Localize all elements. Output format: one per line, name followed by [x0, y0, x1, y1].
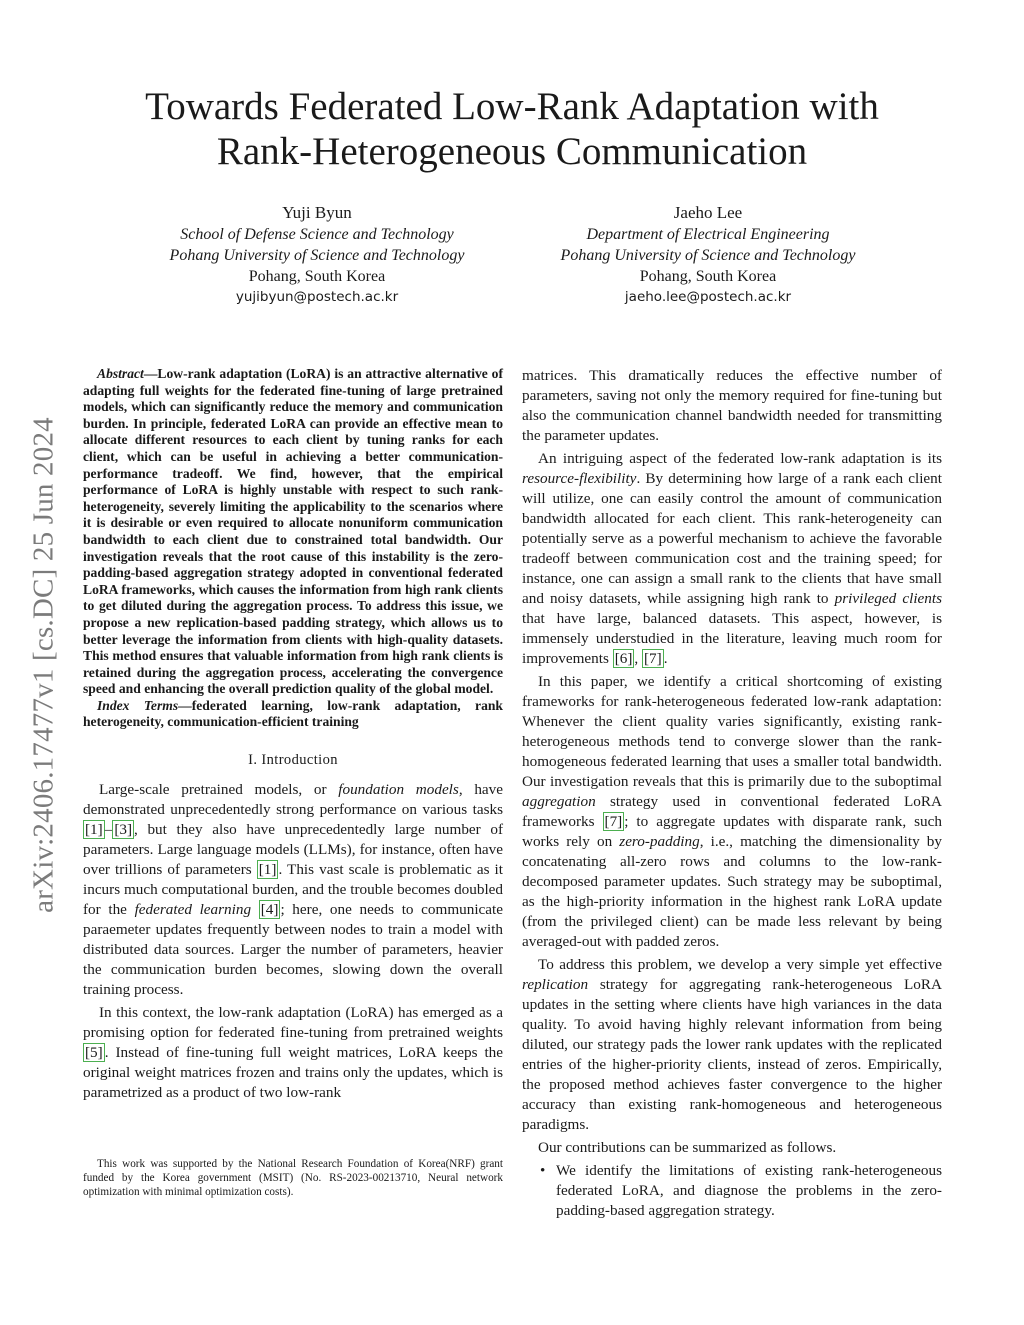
- citation-link[interactable]: [1]: [85, 821, 103, 839]
- text-run: , i.e., matching the dimensionality by concatenating all-zero rows and columns to the low-rank-decomposed parameter updates. Such strategy may be suboptimal, as the high-priority information in the highest rank LoRA update (from the privileged client) can be made less relevant by being averaged-out with padded zeros.: [522, 833, 942, 950]
- text-run: that have large, balanced datasets. This aspect, however, is immensely understudied in the literature, leaving much room for improvements: [522, 610, 942, 667]
- intro-paragraph-2: [83, 1003, 503, 1103]
- text-run: . Instead of fine-tuning full weight matrices, LoRA keeps the original weight matrices frozen and trains only the updates, which is parametrized as a product of two low-rank: [83, 1044, 503, 1102]
- emphasis: privileged clients: [834, 590, 943, 607]
- text-run: In this context, the low-rank adaptation (LoRA) has emerged as a promising option for federated fine-tuning from pretrained weights: [83, 1004, 503, 1042]
- index-terms-text: —federated learning, low-rank adaptation, rank heterogeneity, communication-efficient training: [83, 697, 503, 730]
- section-heading-introduction: I. Introduction: [248, 752, 338, 769]
- author-email: yujibyun@postech.ac.kr: [235, 289, 399, 305]
- author-name: Yuji Byun: [282, 203, 352, 222]
- text-run: Large-scale pretrained models, or: [99, 781, 339, 799]
- citation-link[interactable]: [1]: [258, 861, 277, 879]
- abstract-label: Abstract: [97, 366, 144, 381]
- title-line-1: Towards Federated Low-Rank Adaptation with: [145, 85, 879, 128]
- intro-paragraph-5: [522, 672, 942, 952]
- bullet-icon: •: [540, 1162, 546, 1179]
- list-item: [522, 1161, 942, 1221]
- text-run: strategy for aggregating rank-heterogeneous LoRA updates in the setting where clients have high variances in the data quality. To avoid having highly relevant information from being diluted, our strategy pads the lower rank updates with the replicated entries of the higher-priority clients, instead of zeros. Empirically, the proposed method achieves faster convergence to the higher accuracy than existing rank-homogeneous and heterogeneous paradigms.: [522, 976, 942, 1133]
- author-email: jaeho.lee@postech.ac.kr: [624, 289, 792, 305]
- contributions-list: [522, 1161, 942, 1221]
- text-run: , but they also have unprecedentedly large number of parameters. Large language models (LLMs), for instance, often have over trillions of parameters: [83, 821, 503, 879]
- citation-link[interactable]: [7]: [644, 650, 662, 667]
- author-block-1: [97, 202, 537, 308]
- emphasis: federated learning: [134, 901, 252, 919]
- index-terms: [83, 698, 503, 731]
- author-department: Department of Electrical Engineering: [586, 226, 830, 243]
- right-column: [522, 366, 942, 1221]
- text-run: ; here, one needs to communicate paraemeter updates frequently between nodes to train a model with distributed data sources. Larger the number of parameters, heavier the communication burden becomes, slowing down the overall training process.: [83, 901, 503, 999]
- citation-link[interactable]: [3]: [114, 821, 133, 839]
- title-line-2: Rank-Heterogeneous Communication: [216, 130, 808, 173]
- intro-paragraph-4: [522, 449, 942, 669]
- author-name: Jaeho Lee: [673, 203, 743, 222]
- abstract-text: —Low-rank adaptation (LoRA) is an attractive alternative of adapting full weights for the federated fine-tuning of large pretrained models, which can significantly reduce the memory and communication burden. In principle, federated LoRA can provide an effective mean to allocate different resources to each client by tuning ranks for each client, which can be useful in achieving a better communication-performance tradeoff. We find, however, that the empirical performance of LoRA is highly unstable with respect to such rank-heterogeneity, severely limiting the applicability to the scenarios where it is desirable or even required to allocate nonuniform communication bandwidth to each client due to constrained total bandwidth. Our investigation reveals that the root cause of this instability is the zero-padding-based aggregation strategy adopted in conventional federated LoRA frameworks, which causes the information from high rank clients to get diluted during the aggregation process. To address this issue, we propose a new replication-based padding strategy, which allows us to better leverage the information from clients with high-quality datasets. This method ensures that valuable information from high rank clients is retained during the aggregation process, accelerating the convergence speed and enhancing the overall prediction quality of the global model.: [83, 366, 503, 697]
- text-run: To address this problem, we develop a very simple yet effective: [538, 956, 942, 973]
- intro-paragraph-7: Our contributions can be summarized as follows.: [538, 1139, 837, 1156]
- text-run: strategy used in conventional federated LoRA frameworks: [522, 793, 942, 830]
- citation-link[interactable]: [7]: [604, 813, 623, 830]
- author-location: Pohang, South Korea: [248, 268, 386, 285]
- text-run: ; to aggregate updates with disparate rank, such works rely on: [522, 813, 942, 850]
- author-university: Pohang University of Science and Technology: [169, 247, 465, 264]
- citation-link[interactable]: [5]: [85, 1044, 103, 1062]
- author-location: Pohang, South Korea: [639, 268, 777, 285]
- text-run: An intriguing aspect of the federated low-rank adaptation is its: [538, 450, 942, 467]
- text-run: ,: [634, 650, 642, 667]
- author-department: School of Defense Science and Technology: [180, 226, 454, 243]
- emphasis: aggregation: [522, 793, 596, 810]
- intro-paragraph-1: [83, 780, 503, 1000]
- contribution-text: We identify the limitations of existing rank-heterogeneous federated LoRA, and diagnose the problems in the zero-padding-based aggregation strategy.: [556, 1162, 942, 1219]
- text-run: .: [663, 650, 668, 667]
- text-run: . This vast scale is problematic as it incurs much computational burden, and the trouble becomes doubled for the: [83, 861, 503, 919]
- citation-link[interactable]: [6]: [614, 650, 633, 667]
- text-run: . By determining how large of a rank each client will utilize, one can easily control the amount of communication bandwidth allocated for each client. This rank-heterogeneity can potentially serve as a powerful mechanism to achieve the favorable tradeoff between communication cost and the training speed; for instance, one can assign a small rank to the clients that have small and noisy datasets, while assigning high rank to: [522, 470, 942, 607]
- text-run: In this paper, we identify a critical shortcoming of existing frameworks for rank-heterogeneous federated low-rank adaptation: Whenever the client quality varies significantly, existing rank-heterogeneous methods tend to converge slower than the rank-homogeneous federated learning that uses a smaller total bandwidth. Our investigation reveals that this is primarily due to the suboptimal: [522, 673, 942, 790]
- text-run: –: [104, 821, 113, 839]
- paper-title: [0, 84, 1024, 174]
- text-run: [251, 901, 259, 918]
- arxiv-identifier: arXiv:2406.17477v1 [cs.DC] 25 Jun 2024: [27, 417, 60, 913]
- emphasis: replication: [522, 976, 589, 993]
- author-university: Pohang University of Science and Technology: [560, 247, 856, 264]
- abstract: [83, 366, 503, 698]
- text-run: , have demonstrated unprecedentedly strong performance on various tasks: [83, 781, 504, 819]
- intro-paragraph-3: matrices. This dramatically reduces the effective number of parameters, saving not only the memory required for fine-tuning but also the communication channel bandwidth needed for transmitting the parameter updates.: [522, 367, 942, 444]
- funding-footnote: This work was supported by the National Research Foundation of Korea(NRF) grant funded by the Korea government (MSIT) (No. RS-2023-00213710, Neural network optimization with minimal optimization costs).: [83, 1158, 503, 1198]
- index-terms-label: Index Terms: [97, 697, 179, 713]
- citation-link[interactable]: [4]: [260, 901, 279, 919]
- left-column: [83, 366, 503, 1106]
- emphasis: foundation models: [338, 781, 459, 799]
- arxiv-identifier-strip: [27, 360, 60, 970]
- emphasis: resource-flexibility: [522, 470, 637, 487]
- author-block-2: [488, 202, 928, 308]
- emphasis: zero-padding: [619, 833, 700, 850]
- intro-paragraph-6: [522, 955, 942, 1135]
